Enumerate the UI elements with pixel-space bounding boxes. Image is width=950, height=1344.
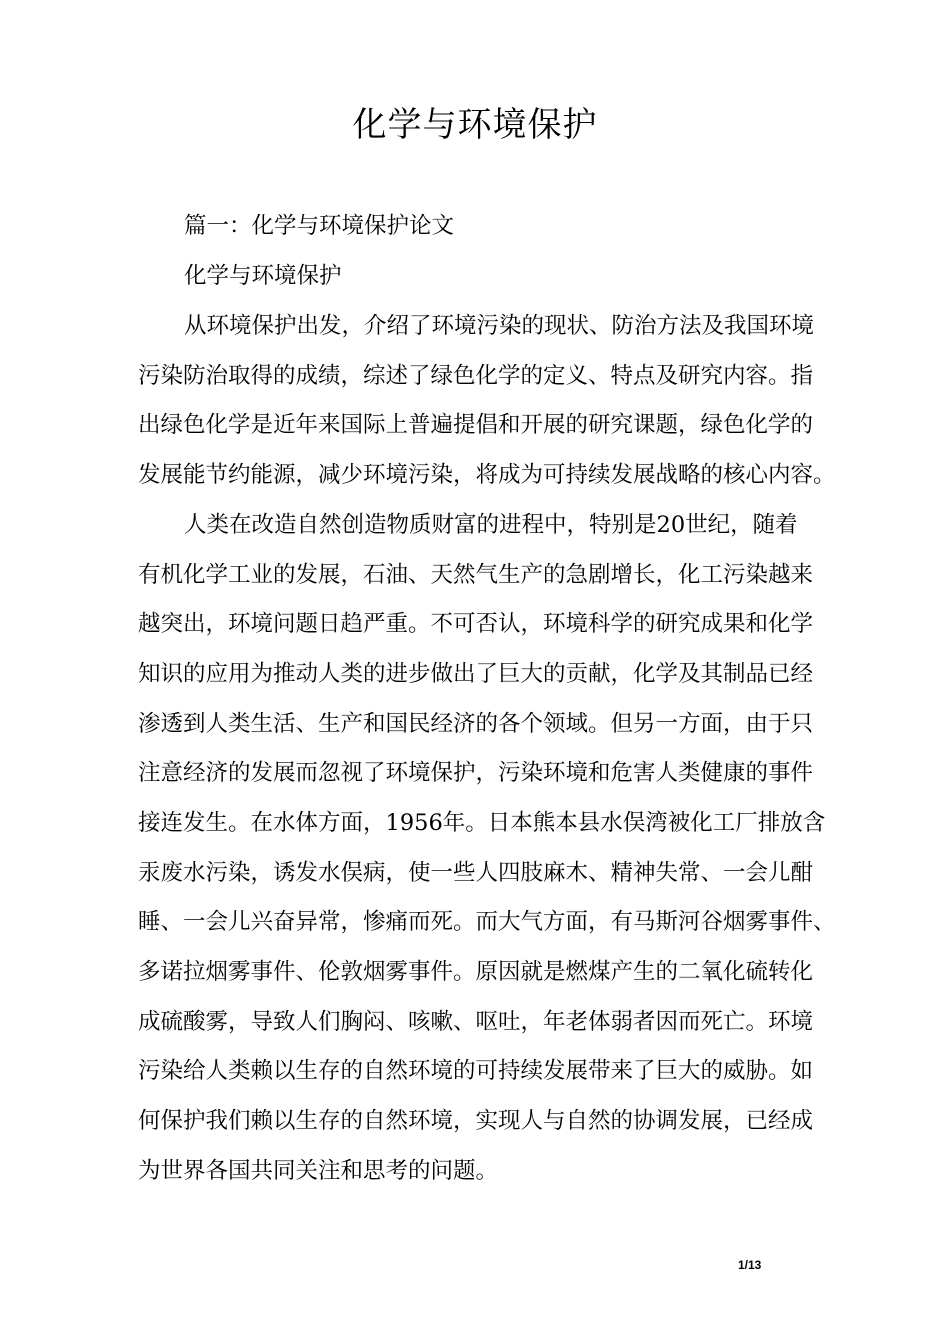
paragraph-line: 从环境保护出发，介绍了环境污染的现状、防治方法及我国环境 (184, 313, 815, 339)
page-number: 1/13 (738, 1258, 762, 1272)
paragraph-line: 接连发生。在水体方面，1956年。日本熊本县水俣湾被化工厂排放含 (138, 810, 826, 836)
paragraph-line: 越突出，环境问题日趋严重。不可否认，环境科学的研究成果和化学 (138, 611, 814, 637)
paragraph-line: 发展能节约能源，减少环境污染，将成为可持续发展战略的核心内容。 (138, 462, 836, 488)
document-title: 化学与环境保护 (352, 105, 598, 145)
paragraph-line: 污染防治取得的成绩，综述了绿色化学的定义、特点及研究内容。指 (138, 363, 814, 389)
paragraph-line: 睡、一会儿兴奋异常，惨痛而死。而大气方面，有马斯河谷烟雾事件、 (138, 909, 836, 935)
paragraph-line: 多诺拉烟雾事件、伦敦烟雾事件。原因就是燃煤产生的二氧化硫转化 (138, 959, 814, 985)
paragraph-line: 何保护我们赖以生存的自然环境，实现人与自然的协调发展，已经成 (138, 1108, 814, 1134)
paragraph-line: 为世界各国共同关注和思考的问题。 (138, 1158, 499, 1184)
paragraph-line: 注意经济的发展而忽视了环境保护，污染环境和危害人类健康的事件 (138, 760, 814, 786)
paragraph-line: 知识的应用为推动人类的进步做出了巨大的贡献，化学及其制品已经 (138, 661, 814, 687)
paragraph-line: 出绿色化学是近年来国际上普遍提倡和开展的研究课题，绿色化学的 (138, 412, 814, 438)
paragraph-line: 有机化学工业的发展，石油、天然气生产的急剧增长，化工污染越来 (138, 562, 814, 588)
paragraph-line: 汞废水污染，诱发水俣病，使一些人四肢麻木、精神失常、一会儿酣 (138, 860, 814, 886)
paragraph-line: 渗透到人类生活、生产和国民经济的各个领域。但另一方面，由于只 (138, 711, 814, 737)
paragraph-line: 污染给人类赖以生存的自然环境的可持续发展带来了巨大的威胁。如 (138, 1058, 814, 1084)
section-heading: 篇一：化学与环境保护论文 (184, 213, 455, 239)
article-title: 化学与环境保护 (184, 263, 342, 289)
paragraph-line: 人类在改造自然创造物质财富的进程中，特别是20世纪，随着 (184, 512, 798, 538)
paragraph-line: 成硫酸雾，导致人们胸闷、咳嗽、呕吐，年老体弱者因而死亡。环境 (138, 1009, 814, 1035)
